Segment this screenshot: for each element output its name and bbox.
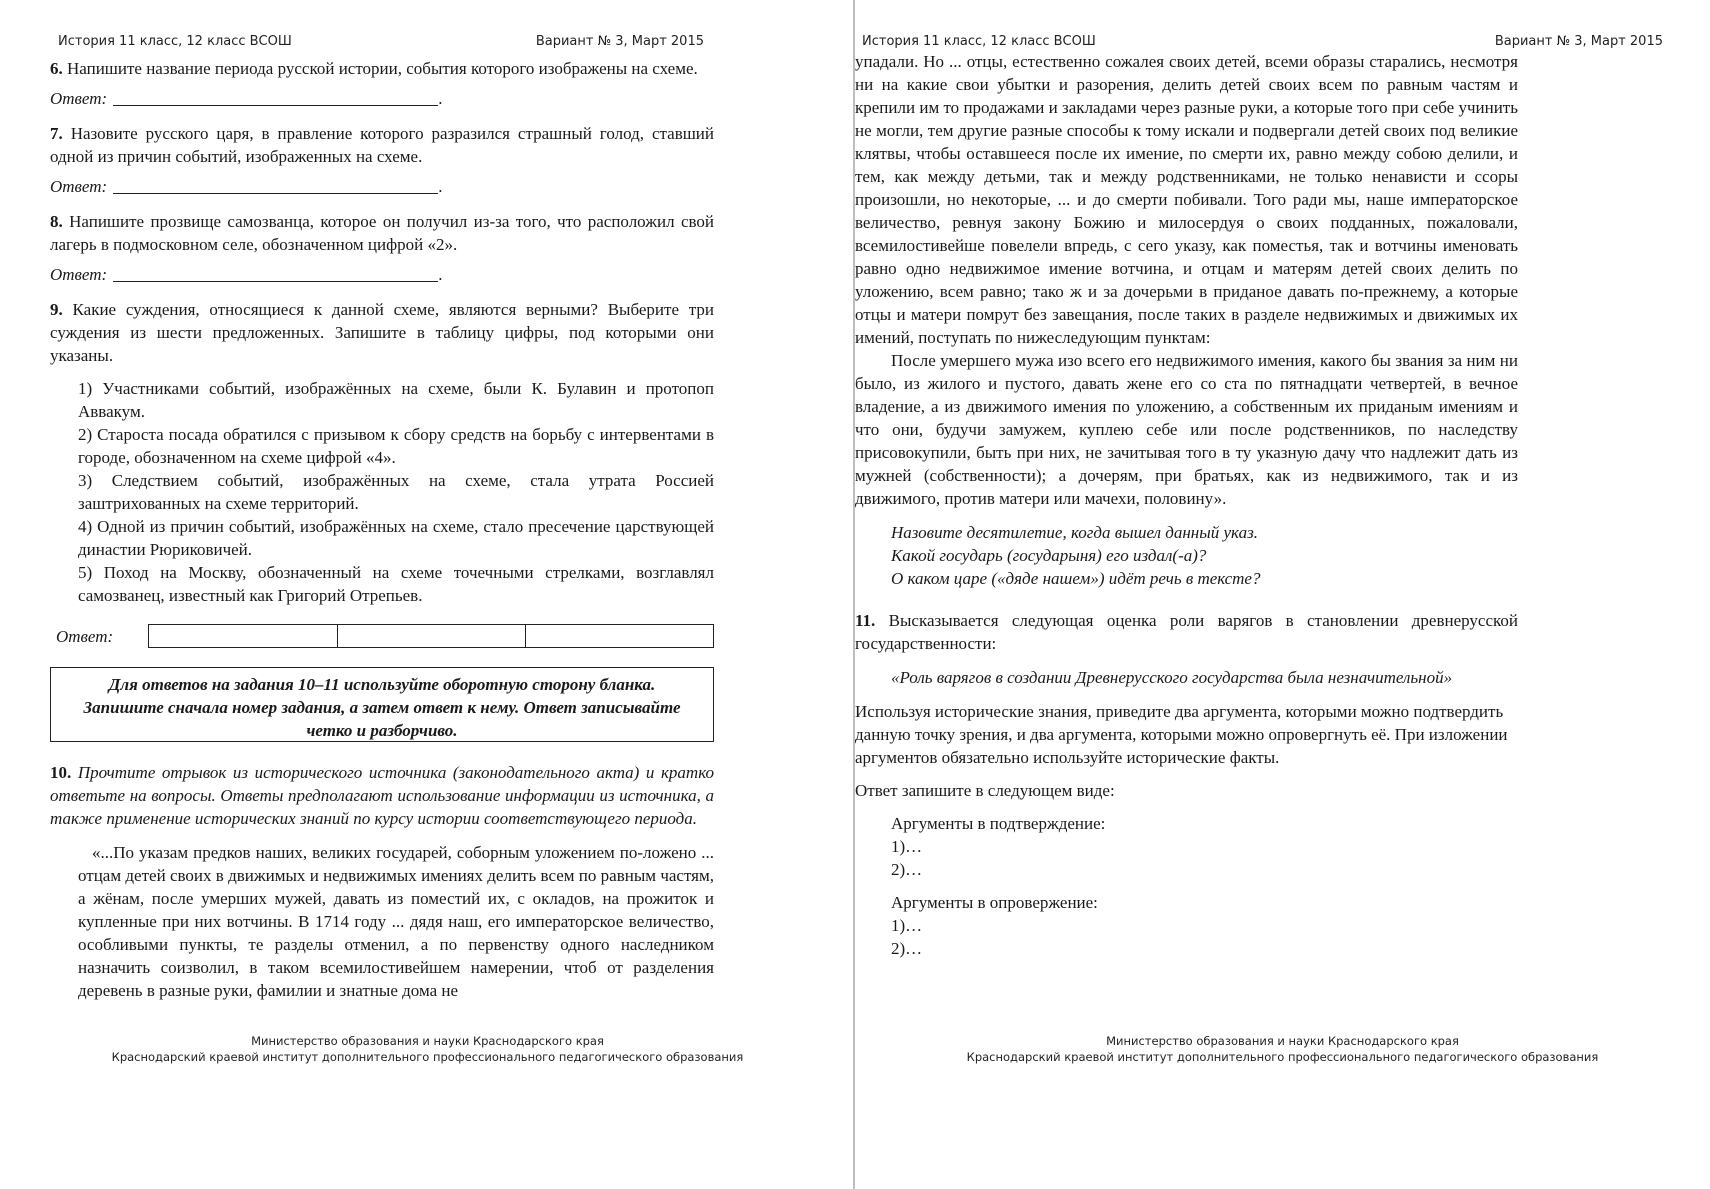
answer-cell-3[interactable] — [525, 625, 713, 648]
footer-right — [855, 1033, 1710, 1065]
answer-line-6[interactable]: Ответ: . — [50, 89, 443, 108]
footer-institute: Краснодарский краевой институт дополнительного профессионального педагогического образования — [966, 1050, 1599, 1064]
answer-cell-2[interactable] — [337, 625, 525, 648]
answer-label: Ответ: — [56, 626, 114, 646]
subquestion-1: Назовите десятилетие, когда вышел данный указ. — [891, 523, 1258, 542]
question-10-subquestions — [855, 521, 1518, 590]
instructions-box — [50, 667, 714, 742]
question-11-text: Высказывается следующая оценка роли варягов в становлении древнерусской государственности: — [855, 611, 1518, 653]
header-left-variant: Вариант № 3, Март 2015 — [535, 34, 704, 49]
answer-table-row — [50, 624, 714, 648]
arguments-refute — [855, 891, 1518, 960]
question-9 — [50, 298, 714, 367]
arguments-confirm — [855, 812, 1518, 881]
header-right-variant: Вариант № 3, Март 2015 — [1494, 34, 1663, 49]
confirm-item-1: 1)… — [891, 837, 923, 856]
question-8-number: 8. — [50, 212, 63, 231]
question-11-quote: «Роль варягов в создании Древнерусского государства была незначительной» — [891, 668, 1453, 687]
question-11-number: 11. — [855, 611, 876, 630]
right-content — [855, 50, 1518, 960]
question-11 — [855, 609, 1518, 655]
answer-table — [148, 624, 714, 648]
header-right-title: История 11 класс, 12 класс ВСОШ — [862, 34, 1096, 49]
option-1: 1) Участниками событий, изображённых на схеме, были К. Булавин и протопоп Аввакум. — [78, 379, 714, 421]
option-3: 3) Следствием событий, изображённых на схеме, стала утрата Россией заштрихованных на схеме территорий. — [78, 471, 714, 513]
question-11-instruction: Используя исторические знания, приведите два аргумента, которыми можно подтвердить данную точку зрения, и два аргумента, которыми можно опровергнуть её. При изложении аргументов обязательно используйте исторические факты. — [855, 702, 1508, 767]
refute-item-1: 1)… — [891, 916, 923, 935]
question-6-number: 6. — [50, 59, 63, 78]
question-8-text: Напишите прозвище самозванца, которое он получил из-за того, что расположил свой лагерь в подмосковном селе, обозначенном цифрой «2». — [50, 212, 715, 254]
question-7 — [50, 122, 714, 168]
header-left-title: История 11 класс, 12 класс ВСОШ — [58, 34, 292, 49]
footer-left — [0, 1033, 855, 1065]
question-6-text: Напишите название периода русской истории, события которого изображены на схеме. — [67, 59, 698, 78]
answer-label: Ответ: — [50, 265, 108, 284]
question-10-text: Прочтите отрывок из исторического источника (законодательного акта) и кратко ответьте на вопросы. Ответы предполагают использование информации из источника, а также применение исторических знаний по курсу истории соответствующего периода. — [50, 763, 714, 828]
footer-ministry: Министерство образования и науки Краснодарского края — [251, 1034, 604, 1048]
question-10-number: 10. — [50, 763, 72, 782]
footer-ministry: Министерство образования и науки Краснодарского края — [1106, 1034, 1459, 1048]
option-5: 5) Поход на Москву, обозначенный на схеме точечными стрелками, возглавлял самозванец, известный как Григорий Отрепьев. — [78, 563, 714, 605]
left-content — [50, 57, 714, 1002]
question-9-text: Какие суждения, относящиеся к данной схеме, являются верными? Выберите три суждения из шести предложенных. Запишите в таблицу цифры, под которыми они указаны. — [50, 300, 715, 365]
answer-line-8[interactable]: Ответ: . — [50, 265, 443, 284]
question-10 — [50, 761, 714, 830]
refute-label: Аргументы в опровержение: — [891, 893, 1098, 912]
answer-form-label: Ответ запишите в следующем виде: — [855, 781, 1115, 800]
question-7-number: 7. — [50, 124, 63, 143]
refute-item-2: 2)… — [891, 939, 923, 958]
subquestion-2: Какой государь (государыня) его издал(-а)? — [891, 546, 1207, 565]
source-text-start: «...По указам предков наших, великих государей, соборным уложением по-ложено ... отцам детей своих в движимых и недвижимых имениях делить всем по равным частям, а жёнам, после умерших мужей, давать из поместий их, с окладов, на прожиток и купленные при них вотчины. В 1714 году ... дядя наш, его императорское величество, особливыми пункты, те разделы отменил, а по первенству одного наследником назначить соизволил, в таком всемилостивейшем намерении, чтоб от разделения деревень в разные руки, фамилии и знатные дома не — [78, 843, 714, 1000]
answer-line-7[interactable]: Ответ: . — [50, 177, 443, 196]
subquestion-3: О каком царе («дяде нашем») идёт речь в тексте? — [891, 569, 1261, 588]
question-6 — [50, 57, 714, 80]
option-2: 2) Староста посада обратился с призывом к сбору средств на борьбу с интервентами в городе, обозначенном на схеме цифрой «4». — [78, 425, 714, 467]
right-page — [855, 0, 1710, 1189]
footer-institute: Краснодарский краевой институт дополнительного профессионального педагогического образования — [111, 1050, 744, 1064]
source-text-continued: упадали. Но ... отцы, естественно сожалея своих детей, всеми образы старались, несмотря ни на какие свои убытки и разорения, делить детей своих всем по равным частям и крепили им то продажами и закладами через разные руки, а которые того при себе учинить не могли, тем другие разные способы к тому искали и подвергали детей своих под великие клятвы, чтобы оставшееся после их имение, по смерти их, равно между собою делили, и тем, как между детьми, так и между родственниками, не только ненависти и ссоры произошли, но некоторые, ... и до смерти побивали. Того ради мы, наше императорское величество, ревнуя закону Божию и милосердуя о своих подданных, пожаловали, всемилостивейше повелели впредь, с сего указу, как поместья, так и вотчины именовать равно одно недвижимое имение вотчина, и отцам и матерям детей своих делить по уложению, всем равно; тако ж и за дочерьми в приданое давать по-прежнему, а которые отцы и матери помрут без завещания, после таких в разделе недвижимых и движимых их имений, поступать по нижеследующим пунктам: — [855, 52, 1518, 347]
question-7-text: Назовите русского царя, в правление которого разразился страшный голод, ставший одной из причин событий, изображенных на схеме. — [50, 124, 715, 166]
question-9-options — [50, 377, 714, 607]
question-9-number: 9. — [50, 300, 63, 319]
source-text-paragraph-2: После умершего мужа изо всего его недвижимого имения, какого бы звания за ним ни было, из жилого и пустого, давать жене его со ста по пятнадцати четвертей, в вечное владение, а из движимого имения по уложению, а собственным их приданым имениям и что они, будучи замужем, куплею себе или после родственников, по наследству присовокупили, быть при них, не зачитывая того в ту указную дачу что надлежит дать из мужней (собственности); а дочерям, при братьях, как из недвижимого, так и из движимого, против матери или мачехи, половину». — [855, 351, 1518, 508]
question-8 — [50, 210, 714, 256]
confirm-item-2: 2)… — [891, 860, 923, 879]
answer-label: Ответ: — [50, 177, 108, 196]
confirm-label: Аргументы в подтверждение: — [891, 814, 1106, 833]
answer-label: Ответ: — [50, 89, 108, 108]
answer-cell-1[interactable] — [149, 625, 337, 648]
instructions-text: Для ответов на задания 10–11 используйте оборотную сторону бланка. Запишите сначала номер задания, а затем ответ к нему. Ответ записывайте четко и разборчиво. — [83, 675, 681, 740]
option-4: 4) Одной из причин событий, изображённых на схеме, стало пресечение царствующей династии Рюриковичей. — [78, 517, 714, 559]
